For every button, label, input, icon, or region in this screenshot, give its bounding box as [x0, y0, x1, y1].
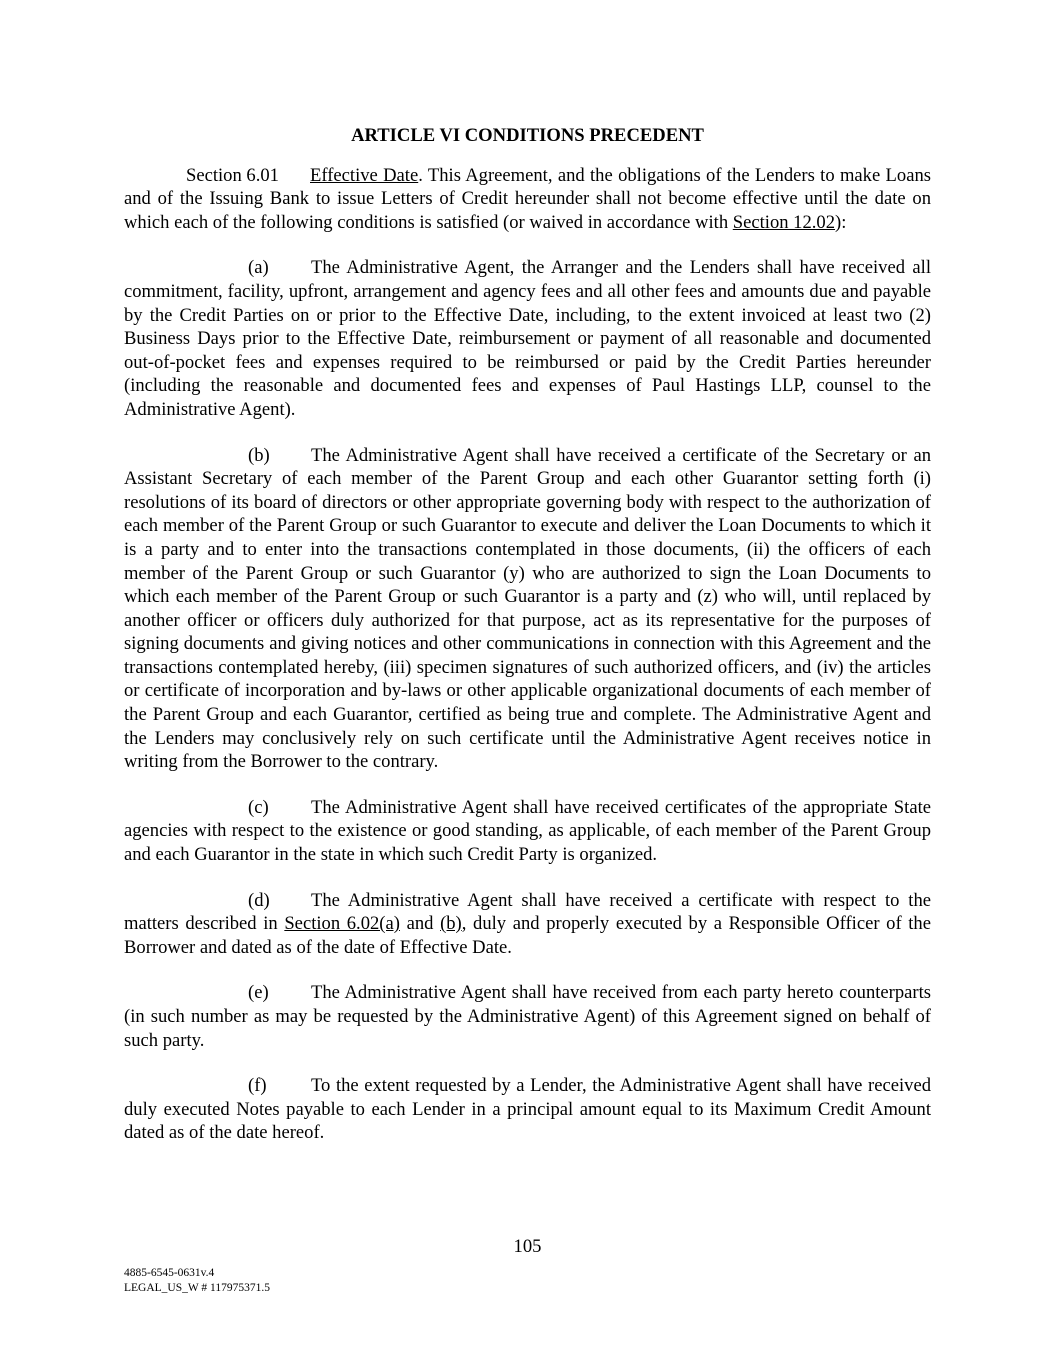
item-e-text: The Administrative Agent shall have received from each party hereto counterparts (in such number as may be requested by the Administrative Agent) of this Agreement signed on behalf of such party. — [124, 982, 931, 1051]
section-6-01-paragraph — [124, 164, 931, 235]
item-b-text: The Administrative Agent shall have received a certificate of the Secretary or an Assistant Secretary of each member of the Parent Group and each other Guarantor setting forth (i) resolutions of its board of directors or other appropriate governing body with respect to the authorization of each member of the Parent Group or such Guarantor to execute and deliver the Loan Documents to which it is a party and to enter into the transactions contemplated in those documents, (ii) the officers of each member of the Parent Group or such Guarantor (y) who are authorized to sign the Loan Documents to which each member of the Parent Group or such Guarantor is a party and (z) who will, until replaced by another officer or officers duly authorized for that purpose, act as its representative for the purposes of signing documents and giving notices and other communications in connection with this Agreement and the transactions contemplated hereby, (iii) specimen signatures of such authorized officers, and (iv) the articles or certificate of incorporation and by-laws or other applicable organizational documents of each member of the Parent Group and each Guarantor, certified as being true and complete. The Administrative Agent and the Lenders may conclusively rely on such certificate until the Administrative Agent receives notice in writing from the Borrower to the contrary. — [124, 444, 931, 773]
item-e-paragraph — [124, 981, 931, 1052]
item-c-label: (c) — [248, 796, 269, 818]
item-f-paragraph — [124, 1074, 931, 1145]
item-b-label: (b) — [248, 444, 270, 466]
page-number: 105 — [513, 1236, 542, 1257]
article-heading: ARTICLE VI CONDITIONS PRECEDENT — [351, 125, 704, 146]
item-a-paragraph — [124, 256, 931, 421]
item-d-reference-1: Section 6.02(a) — [284, 913, 400, 935]
section-reference: Section 12.02 — [732, 211, 836, 233]
document-body — [124, 124, 931, 1167]
section-title: Effective Date — [310, 164, 419, 186]
item-d-reference-2: (b) — [440, 913, 462, 935]
section-text-2: ): — [835, 211, 847, 233]
document-footer — [124, 1266, 270, 1296]
item-c-paragraph — [124, 796, 931, 867]
footer-doc-id: 4885-6545-0631v.4 — [124, 1267, 215, 1279]
section-number: Section 6.01 — [186, 164, 279, 186]
footer-legal-id: LEGAL_US_W # 117975371.5 — [124, 1282, 270, 1294]
item-b-paragraph — [124, 444, 931, 774]
item-d-text-3: , duly and properly executed by a Responsible Officer of the Borrower and dated as of the date of Effective Date. — [124, 913, 931, 958]
item-d-paragraph — [124, 889, 931, 960]
item-d-text-1: The Administrative Agent shall have received a certificate with respect to the matters described in — [124, 889, 931, 935]
item-c-text: The Administrative Agent shall have received certificates of the appropriate State agencies with respect to the existence or good standing, as applicable, of each member of the Parent Group and each Guarantor in the state in which such Credit Party is organized. — [124, 796, 931, 866]
item-d-label: (d) — [248, 889, 270, 911]
item-e-label: (e) — [248, 982, 269, 1004]
item-a-label: (a) — [248, 257, 269, 279]
item-f-label: (f) — [248, 1075, 267, 1097]
section-text-1: . This Agreement, and the obligations of the Lenders to make Loans and of the Issuing Bank to issue Letters of Credit hereunder shall not become effective until the date on which each of the following conditions is satisfied (or waived in accordance with — [124, 164, 931, 233]
item-a-text: The Administrative Agent, the Arranger and the Lenders shall have received all commitment, facility, upfront, arrangement and agency fees and all other fees and amounts due and payable by the Credit Parties on or prior to the Effective Date, including, to the extent invoiced at least two (2) Business Days prior to the Effective Date, reimbursement or payment of all reasonable and documented out-of-pocket fees and expenses required to be reimbursed or paid by the Credit Parties hereunder (including the reasonable and documented fees and expenses of Paul Hastings LLP, counsel to the Administrative Agent). — [124, 257, 931, 420]
item-d-text-2: and — [399, 913, 441, 935]
item-f-text: To the extent requested by a Lender, the Administrative Agent shall have received duly executed Notes payable to each Lender in a principal amount equal to its Maximum Credit Amount dated as of the date hereof. — [124, 1075, 931, 1144]
